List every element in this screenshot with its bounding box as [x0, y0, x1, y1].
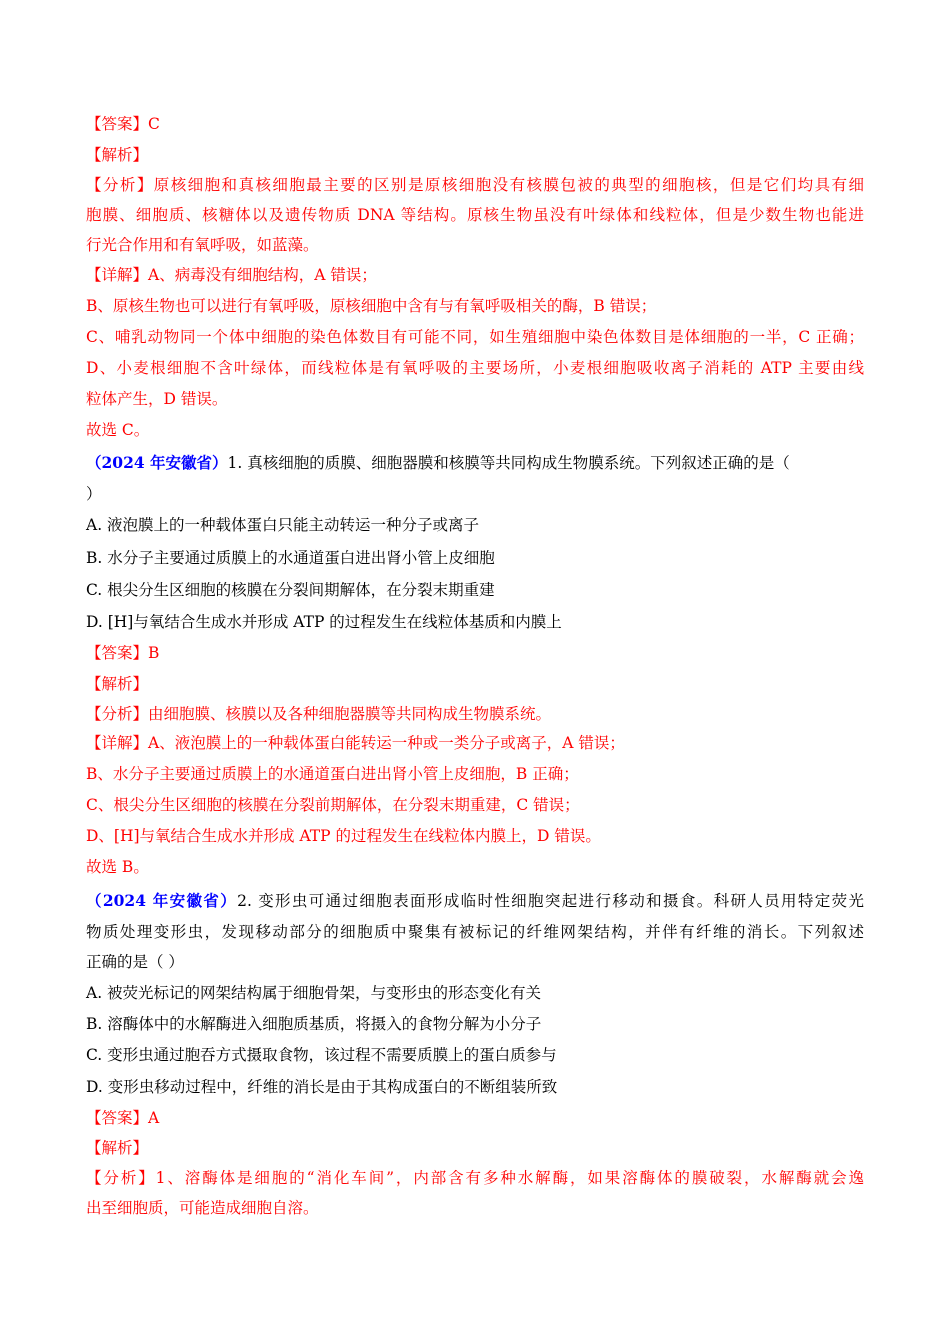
option-a: A. 液泡膜上的一种载体蛋白只能主动转运一种分子或离子: [86, 516, 480, 534]
question-stem: [86, 891, 864, 911]
detail-text: 粒体产生，D 错误。: [86, 390, 228, 408]
analysis-text: 出至细胞质，可能造成细胞自溶。: [86, 1199, 319, 1217]
analysis-text: 行光合作用和有氧呼吸，如蓝藻。: [86, 236, 319, 254]
answer-label: 【答案】B: [86, 644, 160, 662]
analysis-text: 胞膜、细胞质、核糖体以及遗传物质 DNA 等结构。原核生物虽没有叶绿体和线粒体，但是少数生物也能进: [86, 206, 864, 224]
option-b: B. 水分子主要通过质膜上的水通道蛋白进出肾小管上皮细胞: [86, 549, 495, 567]
analysis-heading: 【解析】: [86, 146, 149, 164]
detail-text: 【详解】A、病毒没有细胞结构，A 错误；: [86, 266, 377, 284]
option-c: C. 变形虫通过胞吞方式摄取食物，该过程不需要质膜上的蛋白质参与: [86, 1046, 557, 1064]
detail-text: C、哺乳动物同一个体中细胞的染色体数目有可能不同，如生殖细胞中染色体数目是体细胞的一半，C 正确；: [86, 328, 864, 346]
question-source: （2024 年安徽省）: [86, 453, 228, 472]
detail-text: D、[H]与氧结合生成水并形成 ATP 的过程发生在线粒体内膜上，D 错误。: [86, 827, 601, 845]
answer-label: 【答案】C: [86, 115, 160, 133]
question-stem-text: 1. 真核细胞的质膜、细胞器膜和核膜等共同构成生物膜系统。下列叙述正确的是（: [227, 454, 790, 472]
analysis-text: 【分析】原核细胞和真核细胞最主要的区别是原核细胞没有核膜包被的典型的细胞核，但是它们均具有细: [86, 176, 864, 194]
question-stem-text: ）: [86, 485, 102, 503]
question-stem-text: 物质处理变形虫，发现移动部分的细胞质中聚集有被标记的纤维网架结构，并伴有纤维的消长。下列叙述: [86, 923, 864, 941]
question-source: （2024 年安徽省）: [86, 891, 238, 910]
analysis-text: 【分析】由细胞膜、核膜以及各种细胞器膜等共同构成生物膜系统。: [86, 705, 552, 723]
conclusion-text: 故选 C。: [86, 421, 150, 439]
analysis-heading: 【解析】: [86, 675, 149, 693]
option-d: D. [H]与氧结合生成水并形成 ATP 的过程发生在线粒体基质和内膜上: [86, 613, 562, 631]
detail-text: B、原核生物也可以进行有氧呼吸，原核细胞中含有与有氧呼吸相关的酶，B 错误；: [86, 297, 657, 315]
question-stem-text: 正确的是（ ）: [86, 953, 184, 971]
option-b: B. 溶酶体中的水解酶进入细胞质基质，将摄入的食物分解为小分子: [86, 1015, 542, 1033]
detail-text: D、小麦根细胞不含叶绿体，而线粒体是有氧呼吸的主要场所，小麦根细胞吸收离子消耗的 ATP 主要由线: [86, 359, 864, 377]
option-d: D. 变形虫移动过程中，纤维的消长是由于其构成蛋白的不断组装所致: [86, 1078, 558, 1096]
option-a: A. 被荧光标记的网架结构属于细胞骨架，与变形虫的形态变化有关: [86, 984, 542, 1002]
analysis-heading: 【解析】: [86, 1139, 149, 1157]
analysis-text: 【分析】1、溶酶体是细胞的“消化车间”，内部含有多种水解酶，如果溶酶体的膜破裂，水解酶就会逸: [86, 1169, 864, 1187]
question-stem: [86, 453, 790, 473]
question-stem-text: 2. 变形虫可通过细胞表面形成临时性细胞突起进行移动和摄食。科研人员用特定荧光: [237, 892, 865, 910]
detail-text: B、水分子主要通过质膜上的水通道蛋白进出肾小管上皮细胞，B 正确；: [86, 765, 579, 783]
conclusion-text: 故选 B。: [86, 858, 149, 876]
detail-text: C、根尖分生区细胞的核膜在分裂前期解体，在分裂末期重建，C 错误；: [86, 796, 580, 814]
answer-label: 【答案】A: [86, 1109, 160, 1127]
detail-text: 【详解】A、液泡膜上的一种载体蛋白能转运一种或一类分子或离子，A 错误；: [86, 734, 625, 752]
option-c: C. 根尖分生区细胞的核膜在分裂间期解体，在分裂末期重建: [86, 581, 495, 599]
